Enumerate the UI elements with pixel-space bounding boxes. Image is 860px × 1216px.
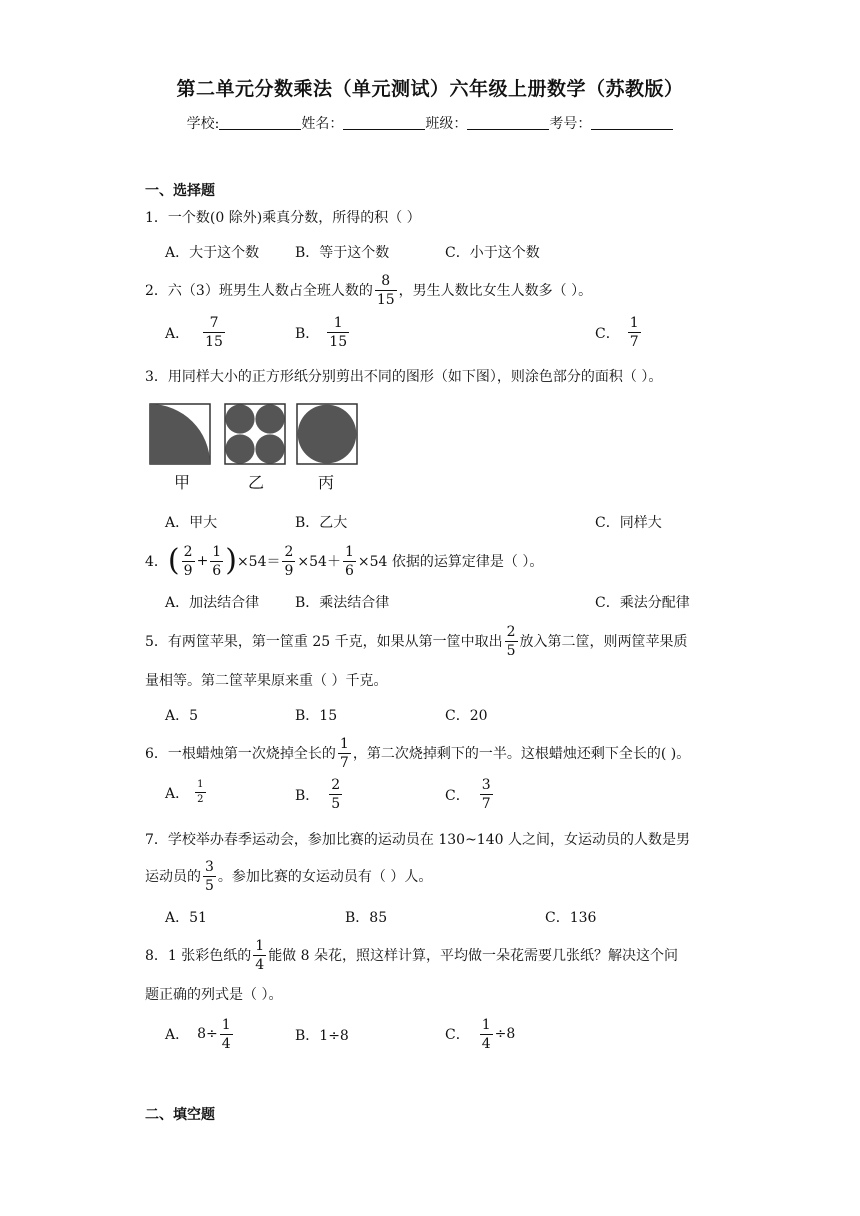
school-label: 学校: <box>186 116 220 132</box>
question-5-stem-line-1: 5．有两筐苹果，第一筐重 25 千克，如果从第一筐中取出 $\frac{2}{5}$ 放入第二筐，则两筐苹果质 <box>145 623 688 659</box>
q3-option-a: A．甲大 <box>165 515 218 531</box>
figure-label-jia: 甲 <box>174 473 191 492</box>
q6-option-b: B． $\frac{2}{5}$ <box>295 777 341 812</box>
q2-option-c: C． $\frac{1}{7}$ <box>595 315 639 350</box>
q5-option-a: A．5 <box>165 708 199 724</box>
exam-no-blank <box>591 115 673 130</box>
q2-stem-part-b: ，男生人数比女生人数多（ ）。 <box>398 283 593 299</box>
question-7-stem-line-2: 运动员的 $\frac{3}{5}$ 。参加比赛的女运动员有（ ）人。 <box>145 858 433 894</box>
q6-option-c: C． $\frac{3}{7}$ <box>445 777 491 812</box>
school-blank <box>219 115 301 130</box>
q2-fraction: $\frac{8}{15}$ <box>376 272 395 308</box>
q3-option-b: B．乙大 <box>295 515 348 531</box>
q6-fraction: $\frac{1}{7}$ <box>339 735 349 771</box>
q4-option-a: A．加法结合律 <box>165 595 260 611</box>
question-7-stem-line-1: 7．学校举办春季运动会，参加比赛的运动员在 130~140 人之间，女运动员的人数是男 <box>145 832 690 848</box>
q3-figure <box>147 402 362 468</box>
q5-option-b: B．15 <box>295 708 338 724</box>
q1-option-a: A．大于这个数 <box>165 245 260 261</box>
name-label: 姓名： <box>301 116 344 132</box>
q2-option-a: A． $\frac{7}{15}$ <box>165 315 223 350</box>
question-2-stem <box>145 269 592 311</box>
figure-label-bing: 丙 <box>318 473 335 492</box>
q5-option-c: C．20 <box>445 708 488 724</box>
q4-option-b: B．乘法结合律 <box>295 595 390 611</box>
figure-bing-circle <box>297 404 357 464</box>
q4-fraction-3: $\frac{2}{9}$ <box>284 543 294 579</box>
q4-option-c: C．乘法分配律 <box>595 595 690 611</box>
q2-option-b: B． $\frac{1}{15}$ <box>295 315 348 350</box>
class-label: 班级： <box>425 116 468 132</box>
q8-option-c: C． $\frac{1}{4}$ ÷8 <box>445 1016 516 1052</box>
q2-stem-part-a: 2．六（3）班男生人数占全班人数的 <box>145 283 373 299</box>
q8-fraction: $\frac{1}{4}$ <box>255 937 265 973</box>
q4-number: 4． <box>145 554 168 570</box>
q1-option-c: C．小于这个数 <box>445 245 540 261</box>
exam-no-label: 考号： <box>549 116 592 132</box>
question-8-stem-line-1: 8．1 张彩色纸的 $\frac{1}{4}$ 能做 8 朵花，照这样计算，平均做一朵花需要几张纸？解决这个问 <box>145 937 678 973</box>
q7-fraction: $\frac{3}{5}$ <box>205 858 214 894</box>
q7-option-c: C．136 <box>545 910 597 926</box>
question-1-stem: 1．一个数(0 除外)乘真分数，所得的积（ ） <box>145 210 421 226</box>
student-info-line <box>0 113 860 133</box>
q4-fraction-2: $\frac{1}{6}$ <box>212 543 222 579</box>
q1-option-b: B．等于这个数 <box>295 245 390 261</box>
q7-option-a: A．51 <box>165 910 207 926</box>
q8-option-b: B．1÷8 <box>295 1028 349 1044</box>
page-title: 第二单元分数乘法（单元测试）六年级上册数学（苏教版） <box>176 78 684 100</box>
q4-fraction-1: $\frac{2}{9}$ <box>183 543 193 579</box>
q7-option-b: B．85 <box>345 910 388 926</box>
q4-fraction-4: $\frac{1}{6}$ <box>344 543 354 579</box>
question-8-stem-line-2: 题正确的列式是（ ）。 <box>145 987 283 1003</box>
figure-jia-quarter-circle <box>150 404 210 464</box>
q5-fraction: $\frac{2}{5}$ <box>506 623 516 659</box>
figure-label-yi: 乙 <box>248 473 265 492</box>
section-choice-title: 一、选择题 <box>145 183 215 199</box>
class-blank <box>467 115 549 130</box>
q8-option-a: A． 8÷ $\frac{1}{4}$ <box>165 1016 231 1052</box>
question-3-stem: 3．用同样大小的正方形纸分别剪出不同的图形（如下图），则涂色部分的面积（ ）。 <box>145 369 663 385</box>
question-6-stem: 6．一根蜡烛第一次烧掉全长的 $\frac{1}{7}$ ，第二次烧掉剩下的一半。这根蜡烛还剩下全长的( )。 <box>145 735 691 771</box>
name-blank <box>343 115 425 130</box>
figure-yi-four-circles <box>225 404 285 464</box>
q6-option-a: A． $\frac{1}{2}$ <box>165 779 204 805</box>
q3-option-c: C．同样大 <box>595 515 662 531</box>
question-4-stem: 4． ( $\frac{2}{9}$ + $\frac{1}{6}$ ) ×54＝ $\frac{2}{9}$ ×54＋ $\frac{1}{6}$ ×54 依据的运算定律是（ ）。 <box>145 543 544 579</box>
section-fill-title: 二、填空题 <box>145 1107 215 1123</box>
question-5-stem-line-2: 量相等。第二筐苹果原来重（ ）千克。 <box>145 673 388 689</box>
